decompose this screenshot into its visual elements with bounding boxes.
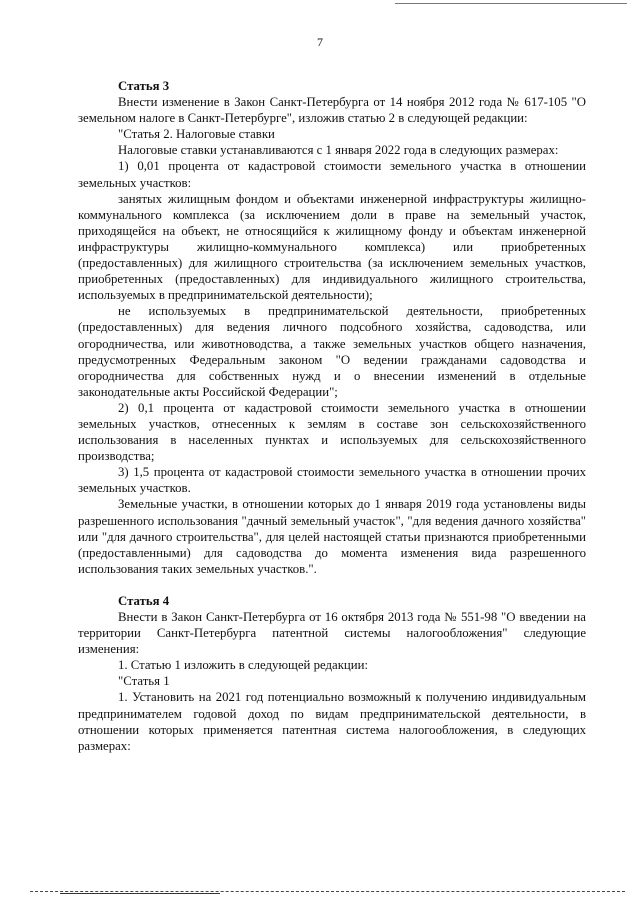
article-4-heading: Статья 4: [118, 593, 170, 608]
page-number: 7: [317, 35, 323, 49]
paragraph: "Статья 1: [118, 674, 170, 689]
bottom-scan-edge-dark: [60, 893, 220, 894]
paragraph: занятых жилищным фондом и объектами инженерной инфраструктуры жилищно-коммунального комплекса (за исключением доли в праве на земельный участок, приходящейся на объект, не относящийся к жилищному фонду и объектам инженерной инфраструктуры жилищно-коммунального комплекса) или приобретенных (предоставленных) для жилищного строительства (за исключением земельных участков, приобретенных (предоставленных) для индивидуального жилищного строительства, используемых в предпринимательской деятельности);: [78, 191, 586, 303]
paragraph: 1) 0,01 процента от кадастровой стоимости земельного участка в отношении земельных участков:: [78, 159, 586, 190]
top-rule: [395, 3, 627, 4]
paragraph: Внести изменение в Закон Санкт-Петербурга от 14 ноября 2012 года № 617-105 "О земельном налоге в Санкт-Петербурге", изложив статью 2 в следующей редакции:: [78, 95, 586, 126]
article-4-section: [78, 593, 586, 754]
article-3-section: [78, 78, 586, 577]
paragraph: Земельные участки, в отношении которых до 1 января 2019 года установлены виды разрешенного использования "дачный земельный участок", "для ведения дачного хозяйства" или "для дачного строительства", для целей настоящей статьи признаются приобретенными (предоставленными) для садоводства до момента изменения вида разрешенного использования таких земельных участков.".: [78, 497, 586, 576]
paragraph: Налоговые ставки устанавливаются с 1 января 2022 года в следующих размерах:: [118, 143, 559, 158]
paragraph: не используемых в предпринимательской деятельности, приобретенных (предоставленных) для ведения личного подсобного хозяйства, садоводства, или огородничества, или животноводства, а также земельных участков общего назначения, предусмотренных Федеральным законом "О ведении гражданами садоводства и огородничества для собственных нужд и о внесении изменений в отдельные законодательные акты Российской Федерации";: [78, 304, 586, 399]
paragraph: "Статья 2. Налоговые ставки: [118, 127, 275, 142]
paragraph: 3) 1,5 процента от кадастровой стоимости земельного участка в отношении прочих земельных участков.: [78, 465, 586, 496]
document-body: [78, 78, 586, 754]
article-3-heading: Статья 3: [118, 79, 170, 93]
paragraph: 1. Установить на 2021 год потенциально возможный к получению индивидуальным предпринимателем годовой доход по видам предпринимательской деятельности, в отношении которых применяется патентная система налогообложения, в следующих размерах:: [78, 690, 586, 753]
paragraph: Внести в Закон Санкт-Петербурга от 16 октября 2013 года № 551-98 "О введении на территории Санкт-Петербурга патентной системы налогообложения" следующие изменения:: [78, 610, 586, 657]
paragraph: 2) 0,1 процента от кадастровой стоимости земельного участка в отношении земельных участков, отнесенных к землям в составе зон сельскохозяйственного использования в населенных пунктах и используемых для сельскохозяйственного производства;: [78, 400, 586, 464]
bottom-scan-edge: [30, 891, 625, 892]
paragraph: 1. Статью 1 изложить в следующей редакции:: [118, 658, 369, 673]
